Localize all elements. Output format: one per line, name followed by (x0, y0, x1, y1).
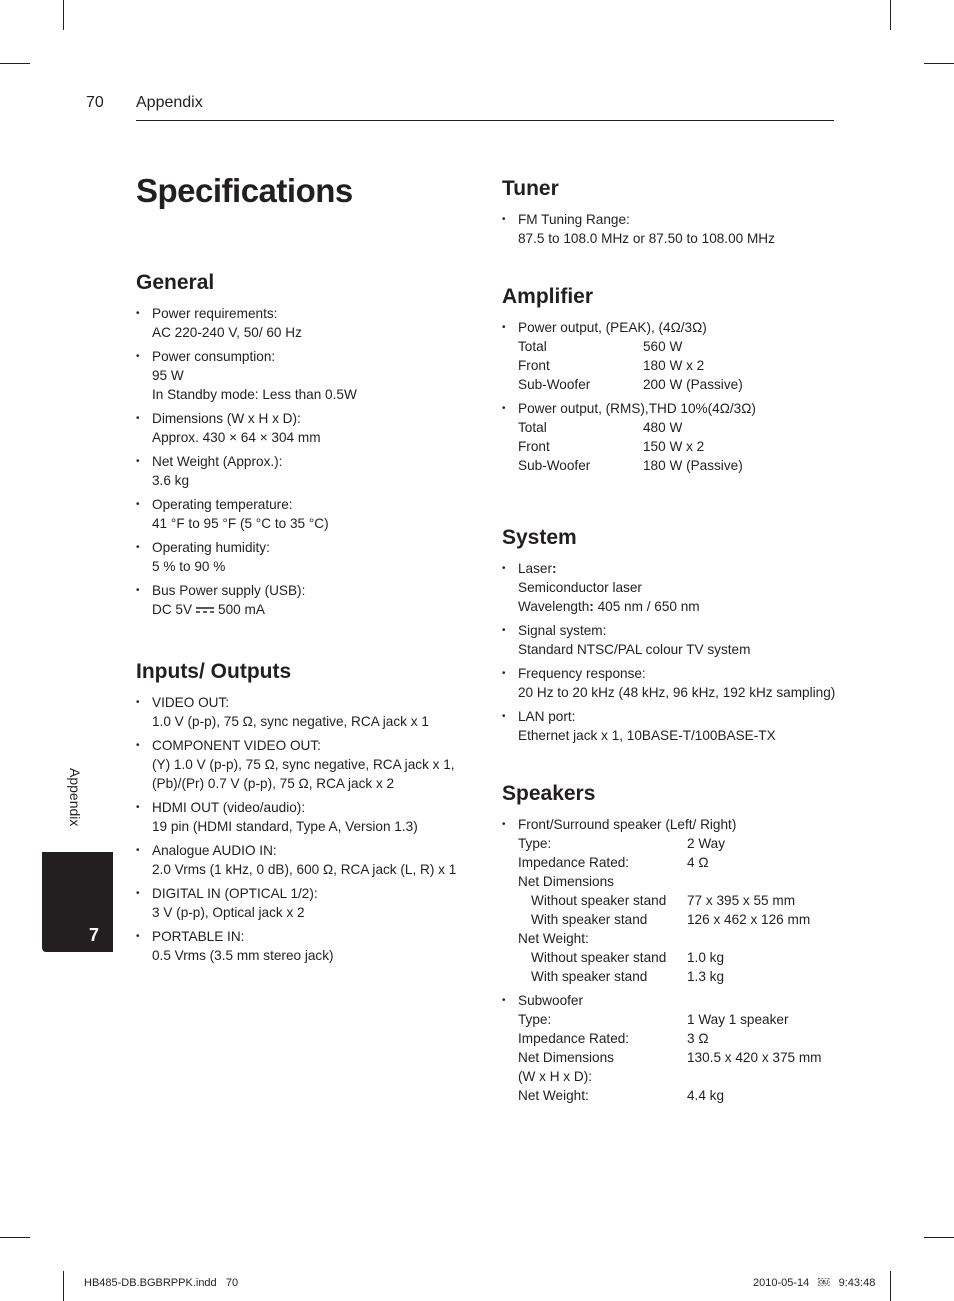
list-item (502, 559, 842, 616)
laser-label: Laser (518, 561, 553, 576)
item-label: • HDMI OUT (video/audio): (152, 800, 306, 815)
wavelength-colon: : (589, 599, 594, 614)
amplifier-list (502, 318, 842, 475)
row-value: 4.4 kg (687, 1088, 725, 1103)
list-item (136, 736, 466, 793)
row-key: Without speaker stand (531, 950, 667, 965)
item-label: • Dimensions (W x H x D): (152, 411, 301, 426)
row-key: Net Weight: (518, 931, 589, 946)
spec-row (518, 456, 842, 475)
speakers-heading: Speakers (502, 782, 596, 805)
crop-mark (0, 1237, 30, 1238)
item-value (518, 597, 842, 616)
item-value: 41 °F to 95 °F (5 °C to 35 °C) (152, 516, 329, 531)
io-heading: Inputs/ Outputs (136, 660, 292, 683)
row-value: 150 W x 2 (643, 439, 705, 454)
row-key: With speaker stand (531, 969, 648, 984)
spec-row (518, 1029, 842, 1048)
row-key: Net Dimensions (518, 1050, 614, 1065)
dc-symbol-icon (196, 606, 214, 614)
list-item (136, 452, 466, 490)
item-label: • Power consumption: (152, 349, 276, 364)
general-heading: General (136, 271, 215, 294)
spec-row (518, 1048, 842, 1067)
row-key: Front (518, 439, 550, 454)
row-key: Sub-Woofer (518, 458, 591, 473)
row-key: Type: (518, 1012, 552, 1027)
item-value: Approx. 430 × 64 × 304 mm (152, 430, 321, 445)
item-value: AC 220-240 V, 50/ 60 Hz (152, 325, 302, 340)
row-key: Without speaker stand (531, 893, 667, 908)
item-value: 87.5 to 108.0 MHz or 87.50 to 108.00 MHz (518, 231, 775, 246)
list-item (502, 707, 842, 745)
item-label: • Net Weight (Approx.): (152, 454, 283, 469)
crop-mark (63, 0, 64, 30)
list-item (502, 991, 842, 1105)
item-label: • Signal system: (518, 623, 607, 638)
list-item (136, 409, 466, 447)
row-key: Net Weight: (518, 1088, 589, 1103)
crop-mark (0, 63, 30, 64)
spec-row (518, 929, 842, 948)
general-section (136, 270, 466, 619)
list-item (502, 664, 842, 702)
amplifier-heading: Amplifier (502, 285, 594, 308)
item-value: 5 % to 90 % (152, 559, 226, 574)
item-value: 95 W (152, 368, 184, 383)
item-label: • Operating temperature: (152, 497, 293, 512)
row-value: 2 Way (687, 836, 726, 851)
spec-row (518, 891, 842, 910)
list-item (136, 495, 466, 533)
crop-mark (890, 1271, 891, 1301)
row-key: Impedance Rated: (518, 1031, 630, 1046)
row-key: Front (518, 358, 550, 373)
item-label: • Front/Surround speaker (Left/ Right) (518, 817, 737, 832)
list-item (502, 210, 842, 248)
row-value: 180 W x 2 (643, 358, 705, 373)
spec-row (518, 337, 842, 356)
spec-row (518, 356, 842, 375)
item-value: Semiconductor laser (518, 580, 642, 595)
row-value: 3 Ω (687, 1031, 709, 1046)
system-heading: System (502, 526, 577, 549)
speakers-list (502, 815, 842, 1105)
row-value: 560 W (643, 339, 683, 354)
page-number: 70 (86, 94, 104, 111)
spec-row (518, 834, 842, 853)
list-item (502, 621, 842, 659)
spec-row (518, 1086, 842, 1105)
item-value (152, 600, 466, 619)
usb-prefix: DC 5V (152, 602, 193, 617)
footer-timestamp: 2010-05-14 ￼ 9:43:48 (753, 1277, 876, 1289)
spec-row (518, 910, 842, 929)
spec-row (518, 948, 842, 967)
page-header (86, 94, 834, 121)
list-item (136, 798, 466, 836)
list-item (136, 693, 466, 731)
list-item (136, 581, 466, 619)
spec-row (518, 418, 842, 437)
wavelength-label: Wavelength (518, 599, 590, 614)
item-label: • FM Tuning Range: (518, 212, 630, 227)
item-label: • Operating humidity: (152, 540, 270, 555)
list-item (136, 538, 466, 576)
system-list (502, 559, 842, 745)
spec-row (518, 375, 842, 394)
io-section (136, 659, 466, 965)
row-value: 1.3 kg (687, 969, 725, 984)
crop-mark (924, 1237, 954, 1238)
system-section (502, 525, 842, 745)
row-value: 200 W (Passive) (643, 377, 743, 392)
row-key: Impedance Rated: (518, 855, 630, 870)
side-label: Appendix (67, 768, 83, 827)
tuner-section (502, 176, 842, 248)
item-label: • Bus Power supply (USB): (152, 583, 306, 598)
footer-file-info: HB485-DB.BGBRPPK.indd 70 (84, 1277, 239, 1289)
usb-suffix: 500 mA (218, 602, 265, 617)
item-label: • Analogue AUDIO IN: (152, 843, 277, 858)
tuner-list (502, 210, 842, 248)
item-value: 19 pin (HDMI standard, Type A, Version 1.3) (152, 819, 418, 834)
row-key: (W x H x D): (518, 1069, 592, 1084)
row-value: 1 Way 1 speaker (687, 1012, 789, 1027)
amplifier-section (502, 284, 842, 475)
item-label: • COMPONENT VIDEO OUT: (152, 738, 321, 753)
item-label: • Power output, (PEAK), (4Ω/3Ω) (518, 320, 707, 335)
general-list (136, 304, 466, 619)
speakers-section (502, 781, 842, 1105)
item-value: 0.5 Vrms (3.5 mm stereo jack) (152, 948, 334, 963)
item-label: • VIDEO OUT: (152, 695, 230, 710)
crop-mark (924, 63, 954, 64)
row-value: 130.5 x 420 x 375 mm (687, 1050, 822, 1065)
spec-row (518, 1067, 842, 1086)
row-key: Type: (518, 836, 552, 851)
item-value: Ethernet jack x 1, 10BASE-T/100BASE-TX (518, 728, 776, 743)
item-label: • DIGITAL IN (OPTICAL 1/2): (152, 886, 318, 901)
item-label: • Subwoofer (518, 993, 583, 1008)
row-value: 180 W (Passive) (643, 458, 743, 473)
list-item (502, 815, 842, 986)
item-value: 3.6 kg (152, 473, 190, 488)
page-title: Specifications (136, 172, 353, 209)
list-item (136, 884, 466, 922)
item-label: • PORTABLE IN: (152, 929, 245, 944)
item-label: • Power output, (RMS),THD 10%(4Ω/3Ω) (518, 401, 756, 416)
list-item (136, 841, 466, 879)
spec-row (518, 853, 842, 872)
wavelength-value: 405 nm / 650 nm (593, 599, 700, 614)
side-tab (42, 852, 113, 952)
laser-colon: : (552, 561, 557, 576)
row-value: 126 x 462 x 126 mm (687, 912, 811, 927)
spec-row (518, 967, 842, 986)
side-tab-number: 7 (88, 925, 99, 945)
item-value: Standard NTSC/PAL colour TV system (518, 642, 751, 657)
item-value: In Standby mode: Less than 0.5W (152, 387, 357, 402)
header-section: Appendix (136, 94, 203, 111)
row-key: Sub-Woofer (518, 377, 591, 392)
right-column (502, 176, 842, 1145)
row-value: 4 Ω (687, 855, 709, 870)
spec-row (518, 1010, 842, 1029)
item-label: • Power requirements: (152, 306, 278, 321)
row-value: 1.0 kg (687, 950, 725, 965)
item-value: 1.0 V (p-p), 75 Ω, sync negative, RCA jack x 1 (152, 714, 429, 729)
row-value: 77 x 395 x 55 mm (687, 893, 796, 908)
row-key: Total (518, 339, 547, 354)
list-item (136, 927, 466, 965)
item-label (518, 559, 842, 578)
io-list (136, 693, 466, 965)
tuner-heading: Tuner (502, 177, 559, 200)
list-item (502, 399, 842, 475)
left-column (136, 270, 466, 1005)
list-item (136, 347, 466, 404)
list-item (502, 318, 842, 394)
row-key: Total (518, 420, 547, 435)
item-value: 2.0 Vrms (1 kHz, 0 dB), 600 Ω, RCA jack (L, R) x 1 (152, 862, 457, 877)
crop-mark (63, 1271, 64, 1301)
spec-row (518, 437, 842, 456)
row-key: With speaker stand (531, 912, 648, 927)
item-label: • Frequency response: (518, 666, 646, 681)
item-label: • LAN port: (518, 709, 576, 724)
crop-mark (890, 0, 891, 30)
item-value: 20 Hz to 20 kHz (48 kHz, 96 kHz, 192 kHz sampling) (518, 685, 836, 700)
item-value: (Pb)/(Pr) 0.7 V (p-p), 75 Ω, RCA jack x 2 (152, 776, 395, 791)
row-value: 480 W (643, 420, 683, 435)
list-item (136, 304, 466, 342)
row-key: Net Dimensions (518, 874, 614, 889)
item-value: 3 V (p-p), Optical jack x 2 (152, 905, 305, 920)
item-value: (Y) 1.0 V (p-p), 75 Ω, sync negative, RCA jack x 1, (152, 757, 455, 772)
spec-row (518, 872, 842, 891)
